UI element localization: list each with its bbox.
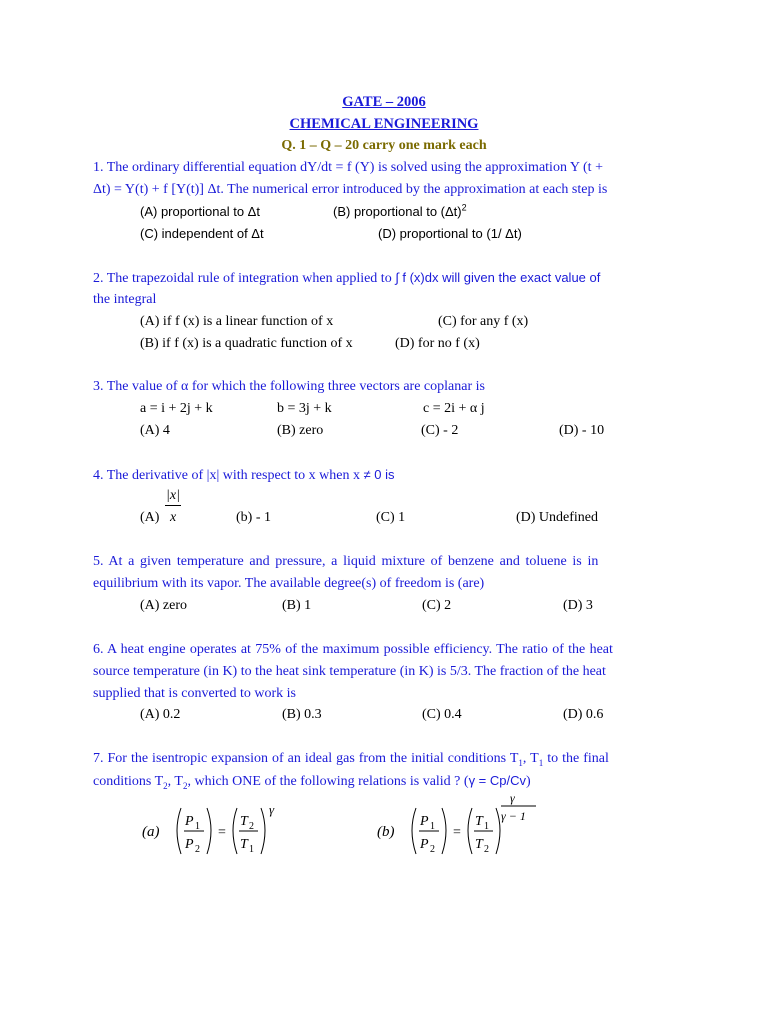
svg-text:T: T [240,837,248,852]
q6-text-line3: supplied that is converted to work is [93,686,296,701]
q7-formula-a [138,800,288,862]
svg-text:γ: γ [510,791,515,805]
q5-option-d: (D) 3 [563,598,593,613]
q1-option-a: (A) proportional to Δt [140,204,260,219]
marks-note: Q. 1 – Q – 20 carry one mark each [281,138,487,153]
q6-option-c: (C) 0.4 [422,707,462,722]
q4-fraction-bar [165,505,181,506]
q2-option-c: (C) for any f (x) [438,314,529,329]
svg-text:T: T [475,837,483,852]
q6-text-line2: source temperature (in K) to the heat sink temperature (in K) is 5/3. The fraction of the heat [93,664,606,679]
q6-text-line1: 6. A heat engine operates at 75% of the maximum possible efficiency. The ratio of the heat [93,642,613,657]
formula-a-label: (a) [142,824,160,840]
q4-option-b: (b) - 1 [236,510,271,525]
exam-title: GATE – 2006 [342,94,426,110]
q3-option-a: (A) 4 [140,423,170,438]
q2-option-a: (A) if f (x) is a linear function of x [140,314,334,329]
q1-option-d: (D) proportional to (1/ Δt) [378,226,522,241]
vector-b: b = 3j + k [277,401,332,416]
q4-fraction-numerator: |x| [166,488,180,503]
q4-text: 4. The derivative of |x| with respect to x when x ≠ 0 is [93,467,395,483]
svg-text:P: P [185,814,194,829]
q5-option-c: (C) 2 [422,598,452,613]
q7-text-line2: conditions $T_2$, $T_2$, which ONE of the following relations is valid ? (γ = Cp/Cv) [93,773,531,791]
vector-c: c = 2i + α j [423,401,485,416]
q1-text-line1: 1. The ordinary differential equation dY/dt = f (Y) is solved using the approximation Y (t + [93,160,603,175]
svg-text:γ − 1: γ − 1 [501,809,526,823]
svg-text:P: P [420,814,429,829]
q7-formula-b [373,790,548,862]
q7-text-line1: 7. For the isentropic expansion of an ideal gas from the initial conditions $T_1$, $T_1$ to the final [93,751,609,768]
q4-option-d: (D) Undefined [516,510,599,525]
q5-option-a: (A) zero [140,598,188,613]
svg-text:P: P [185,837,194,852]
svg-text:1: 1 [249,844,254,855]
q3-text: 3. The value of α for which the following three vectors are coplanar is [93,379,485,394]
svg-text:T: T [240,814,248,829]
svg-text:1: 1 [484,821,489,832]
svg-text:1: 1 [430,821,435,832]
q6-option-b: (B) 0.3 [282,707,322,722]
q4-option-c: (C) 1 [376,510,406,525]
svg-text:2: 2 [249,821,254,832]
q2-text-line2: the integral [93,292,157,307]
q5-option-b: (B) 1 [282,598,312,613]
q1-option-b: (B) proportional to $(\Delta t)^2$ [333,202,467,219]
svg-text:1: 1 [195,821,200,832]
q2-option-d: (D) for no f (x) [395,336,480,351]
q6-option-a: (A) 0.2 [140,707,181,722]
q1-option-c: (C) independent of Δt [140,226,264,241]
q3-option-d: (D) - 10 [559,423,605,438]
q2-option-b: (B) if f (x) is a quadratic function of x [140,336,353,351]
q6-option-d: (D) 0.6 [563,707,604,722]
svg-text:2: 2 [195,844,200,855]
q5-text-line2: equilibrium with its vapor. The available degree(s) of freedom is (are) [93,576,485,591]
svg-text:2: 2 [430,844,435,855]
q2-text-line1: 2. The trapezoidal rule of integration when applied to ∫ f (x)dx will given the exact value of [93,270,601,286]
svg-text:P: P [420,837,429,852]
svg-text:γ: γ [269,802,275,817]
q4-option-a: (A) x [140,510,177,525]
svg-text:T: T [475,814,483,829]
subject-title: CHEMICAL ENGINEERING [289,116,479,132]
vector-a: a = i + 2j + k [140,401,213,416]
q5-text-line1: 5. At a given temperature and pressure, a liquid mixture of benzene and toluene is in [93,554,599,569]
formula-b-label: (b) [377,824,395,840]
svg-text:=: = [453,825,461,840]
q1-text-line2: Δt) = Y(t) + f [Y(t)] Δt. The numerical error introduced by the approximation at each step is [93,182,608,197]
svg-text:=: = [218,825,226,840]
q3-option-c: (C) - 2 [421,423,459,438]
q3-option-b: (B) zero [277,423,324,438]
svg-text:2: 2 [484,844,489,855]
